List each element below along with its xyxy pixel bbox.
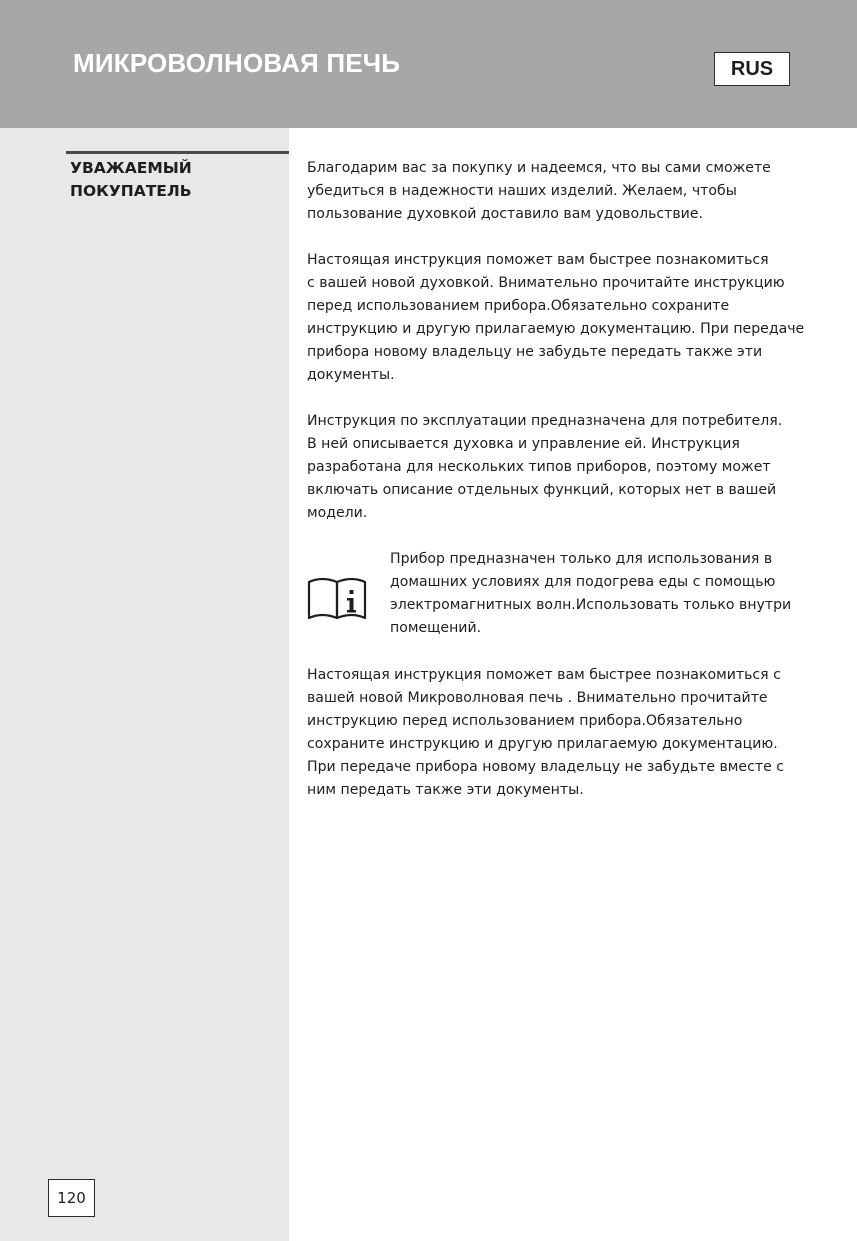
text-line: разработана для нескольких типов приборов, поэтому может xyxy=(307,459,771,476)
text-line: Настоящая инструкция поможет вам быстрее познакомиться с xyxy=(307,667,781,683)
sidebar xyxy=(0,128,289,1241)
page-header xyxy=(0,0,857,128)
intro-paragraph xyxy=(307,157,827,226)
text-line: перед использованием прибора.Обязательно сохраните xyxy=(307,298,730,315)
text-line: инструкцию перед использованием прибора.Обязательно xyxy=(307,713,743,730)
section-title xyxy=(70,157,280,203)
section-title-line: ПОКУПАТЕЛЬ xyxy=(70,182,192,200)
section-title-line: УВАЖАЕМЫЙ xyxy=(70,159,192,177)
text-line: прибора новому владельцу не забудьте передать также эти xyxy=(307,344,763,361)
microwave-instruction-paragraph xyxy=(307,664,827,803)
text-line: ним передать также эти документы. xyxy=(307,782,584,799)
text-line: с вашей новой духовкой. Внимательно прочитайте инструкцию xyxy=(307,275,785,292)
instruction-paragraph xyxy=(307,249,827,388)
language-badge: RUS xyxy=(714,52,790,86)
section-divider xyxy=(66,151,289,154)
text-line: Благодарим вас за покупку и надеемся, что вы сами сможете xyxy=(307,160,771,176)
text-line: При передаче прибора новому владельцу не забудьте вместе с xyxy=(307,759,784,776)
text-line: Настоящая инструкция поможет вам быстрее познакомиться xyxy=(307,252,769,268)
text-line: помещений. xyxy=(390,620,482,637)
text-line: включать описание отдельных функций, которых нет в вашей xyxy=(307,482,777,499)
text-line: Прибор предназначен только для использования в xyxy=(390,551,773,567)
text-line: модели. xyxy=(307,505,368,522)
text-line: электромагнитных волн.Использовать только внутри xyxy=(390,597,792,614)
manual-scope-paragraph xyxy=(307,410,827,525)
text-line: убедиться в надежности наших изделий. Желаем, чтобы xyxy=(307,183,737,200)
page-title: МИКРОВОЛНОВАЯ ПЕЧЬ xyxy=(73,48,401,78)
text-line: вашей новой Микроволновая печь . Внимательно прочитайте xyxy=(307,690,768,707)
text-line: домашних условиях для подогрева еды с помощью xyxy=(390,574,776,591)
text-line: Инструкция по эксплуатации предназначена для потребителя. xyxy=(307,413,783,429)
manual-info-icon xyxy=(307,576,367,620)
text-line: инструкцию и другую прилагаемую документацию. При передаче xyxy=(307,321,805,338)
text-line: В ней описывается духовка и управление ей. Инструкция xyxy=(307,436,740,453)
text-line: документы. xyxy=(307,367,395,384)
text-line: сохраните инструкцию и другую прилагаемую документацию. xyxy=(307,736,778,753)
page-number: 120 xyxy=(48,1179,95,1217)
usage-note xyxy=(390,548,830,640)
text-line: пользование духовкой доставило вам удовольствие. xyxy=(307,206,703,223)
